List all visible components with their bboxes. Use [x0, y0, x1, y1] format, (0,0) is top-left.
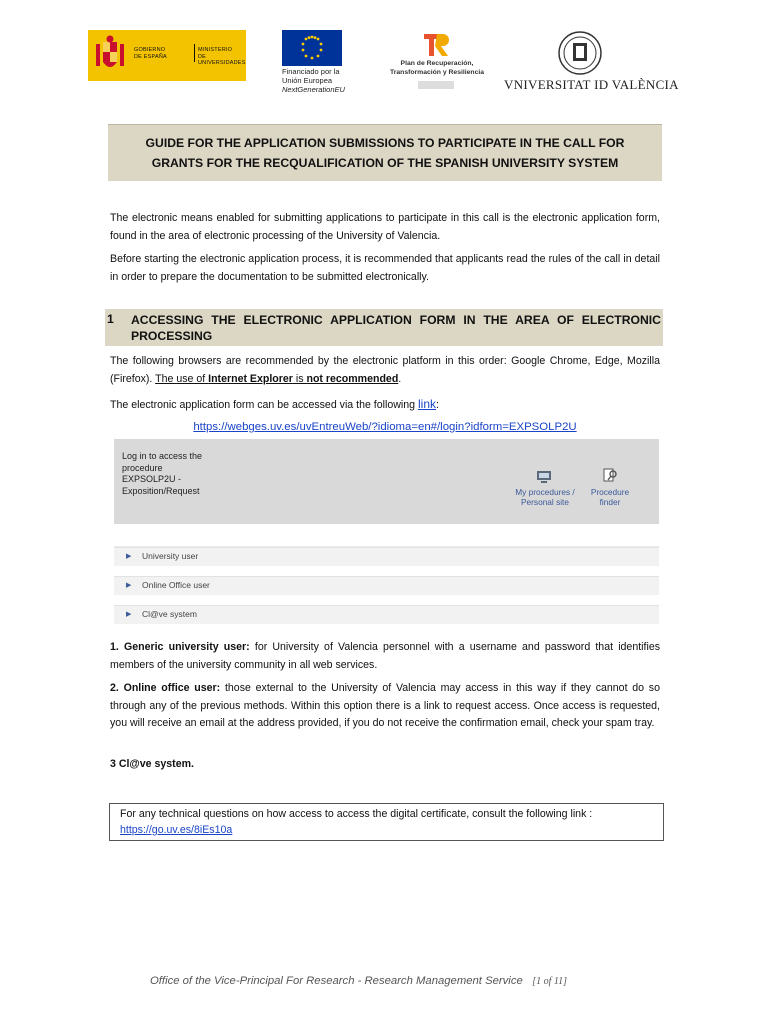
triangle-right-icon: ▶	[126, 553, 132, 560]
uv-name: VNIVERSITAT ID VALÈNCIA	[504, 77, 679, 92]
user-type-2: 2. Online office user: those external to the University of Valencia may access in this way if they cannot do so through any of the previous methods. Within this option there is a link to request access. Once access is requested, you will receive an email at the address provided, if you do not receive the confirmation email, check your spam tray.	[110, 682, 660, 729]
footer-text: Office of the Vice-Principal For Research - Research Management Service	[150, 975, 523, 987]
browsers-text: The following browsers are recommended by the electronic platform in this order: Google Chrome, Edge, Mozilla (Firefox).	[110, 355, 660, 385]
user-type-1: 1. Generic university user: for University of Valencia personnel with a username and password that identifies members of the university community in all web services.	[110, 641, 661, 671]
eu-caption-2: Unión Europea	[282, 76, 333, 85]
uv-seal-icon	[556, 30, 604, 76]
form-url-wrap	[110, 421, 660, 433]
section-1-heading	[105, 309, 663, 346]
certificate-link[interactable]: https://go.uv.es/8iEs10a	[120, 824, 233, 836]
browsers-paragraph: The following browsers are recommended by the electronic platform in this order: Google Chrome, Edge, Mozilla (Firefox). The use of Internet Explorer is not recommended.	[110, 355, 660, 385]
login-option-clave[interactable]: ▶ Cl@ve system	[114, 605, 659, 624]
computer-icon[interactable]	[536, 470, 552, 484]
eu-flag-icon	[282, 30, 342, 66]
my-procedures-link[interactable]: My procedures / Personal site	[515, 487, 575, 507]
technical-questions-box	[109, 803, 664, 841]
triangle-right-icon: ▶	[126, 582, 132, 589]
ie-warning: The use of Internet Explorer is not recommended	[155, 372, 399, 385]
prtr-icon	[422, 30, 452, 58]
eu-logo	[282, 30, 348, 96]
gov-divider	[194, 44, 195, 62]
login-panel	[114, 439, 659, 524]
page-footer	[150, 975, 620, 987]
intro-paragraph-2: Before starting the electronic application process, it is recommended that applicants read the rules of the call in detail in order to prepare the documentation to be submitted electronically.	[110, 253, 660, 283]
form-url-link[interactable]: https://webges.uv.es/uvEntreuWeb/?idioma=en#/login?idform=EXPSOLP2U	[193, 421, 577, 433]
prtr-line-2: Transformación y Resiliencia	[389, 69, 485, 76]
ministry-text-2: DE UNIVERSIDADES	[198, 54, 246, 66]
coat-of-arms-icon	[94, 34, 126, 77]
section-number: 1	[107, 312, 114, 326]
triangle-right-icon: ▶	[126, 611, 132, 618]
gov-text-1: GOBIERNO	[134, 47, 166, 53]
government-logo	[88, 30, 246, 81]
page-number: [1 of 11]	[532, 976, 567, 987]
user-type-3: 3 Cl@ve system.	[110, 758, 194, 770]
eu-caption-1: Financiado por la	[282, 67, 340, 76]
university-valencia-logo	[498, 30, 679, 96]
gov-text-2: DE ESPAÑA	[134, 54, 167, 60]
intro-paragraph-1: The electronic means enabled for submitting applications to participate in this call is the electronic application form, found in the area of electronic processing of the University of Valencia.	[110, 212, 660, 242]
access-paragraph: The electronic application form can be accessed via the following link:	[110, 397, 439, 411]
access-link[interactable]: link	[417, 397, 436, 411]
eu-caption-3: NextGenerationEU	[282, 85, 345, 94]
login-panel-text: Log in to access the procedure EXPSOLP2U - Exposition/Request	[122, 451, 203, 496]
prtr-line-1: Plan de Recuperación,	[400, 60, 474, 67]
ministry-text-1: MINISTERIO	[198, 47, 233, 53]
panel-spacer	[114, 524, 659, 547]
title-line-2: GRANTS FOR THE RECQUALIFICATION OF THE SPANISH UNIVERSITY SYSTEM	[151, 156, 619, 170]
login-option-university[interactable]: ▶ University user	[114, 547, 659, 566]
procedure-finder-link[interactable]: Procedure finder	[590, 487, 630, 507]
section-title: ACCESSING THE ELECTRONIC APPLICATION FORM IN THE AREA OF ELECTRONIC PROCESSING	[131, 313, 661, 343]
infobox-text: For any technical questions on how access to access the digital certificate, consult the following link :	[120, 808, 593, 820]
prtr-small-emblem	[418, 81, 454, 89]
document-title	[108, 124, 662, 181]
recovery-plan-logo	[378, 30, 496, 96]
login-option-online-office[interactable]: ▶ Online Office user	[114, 576, 659, 595]
search-document-icon[interactable]	[602, 468, 618, 482]
title-line-1: GUIDE FOR THE APPLICATION SUBMISSIONS TO PARTICIPATE IN THE CALL FOR	[145, 136, 625, 150]
